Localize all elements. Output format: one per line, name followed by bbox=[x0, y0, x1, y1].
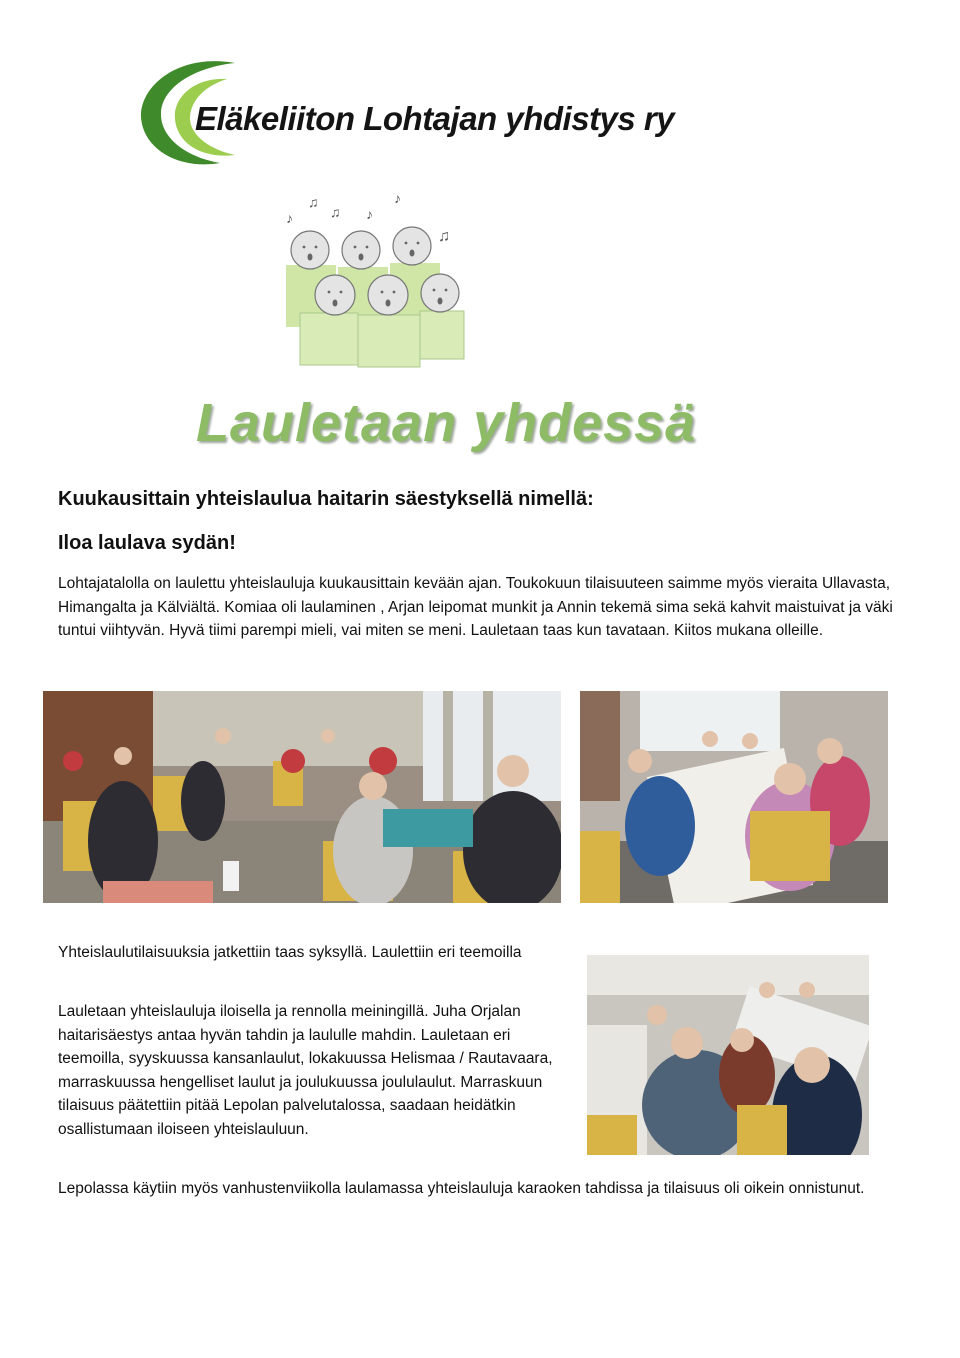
choir-singers-icon bbox=[278, 185, 478, 375]
svg-text:♪: ♪ bbox=[366, 206, 373, 222]
article-subheading: Iloa laulava sydän! bbox=[58, 532, 236, 554]
article-paragraph-3: Lauletaan yhteislauluja iloisella ja rennolla meiningillä. Juha Orjalan haitarisäestys antaa hyvän tahdin ja laululle mahdin. Lauletaan eri teemoilla, syyskuussa kansanlaulut, lokakuussa Helismaa / Rautavaara, marraskuussa hengelliset laulut ja joulukuussa joululaulut. Marraskuun tilaisuus päätettiin pitää Lepolan palvelutalossa, saadaan heidätkin osallistumaan iloiseen yhteislauluun. bbox=[58, 1003, 553, 1138]
svg-text:♪: ♪ bbox=[286, 210, 293, 226]
svg-text:♫: ♫ bbox=[308, 194, 319, 210]
article-paragraph-2: Yhteislaulutilaisuuksia jatkettiin taas syksyllä. Laulettiin eri teemoilla bbox=[58, 944, 522, 961]
article-paragraph-4: Lepolassa käytiin myös vanhustenviikolla laulamassa yhteislauluja karaoken tahdissa ja tilaisuus oli oikein onnistunut. bbox=[58, 1180, 865, 1197]
org-name: Eläkeliiton Lohtajan yhdistys ry bbox=[195, 100, 675, 137]
photo-lepola-singing bbox=[587, 955, 869, 1155]
article-heading: Kuukausittain yhteislaulua haitarin säestyksellä nimellä: bbox=[58, 488, 594, 510]
photo-singing-hall bbox=[43, 691, 561, 903]
svg-text:♫: ♫ bbox=[330, 204, 341, 220]
photo-singers-table bbox=[580, 691, 888, 903]
svg-text:♫: ♫ bbox=[438, 228, 450, 245]
svg-text:♪: ♪ bbox=[394, 190, 401, 206]
article-paragraph-1: Lohtajatalolla on laulettu yhteislauluja kuukausittain kevään ajan. Toukokuun tilaisuuteen saimme myös vieraita Ullavasta, Himangalta ja Kälviältä. Komiaa oli laulaminen , Arjan leipomat munkit ja Annin tekemä sima sekä kahvit maistuivat ja väki tuntui viihtyvän. Hyvä tiimi parempi mieli, vai miten se meni. Lauletaan taas kun tavataan. Kiitos mukana olleille. bbox=[58, 575, 893, 640]
event-title: Lauletaan yhdessä bbox=[196, 393, 697, 453]
